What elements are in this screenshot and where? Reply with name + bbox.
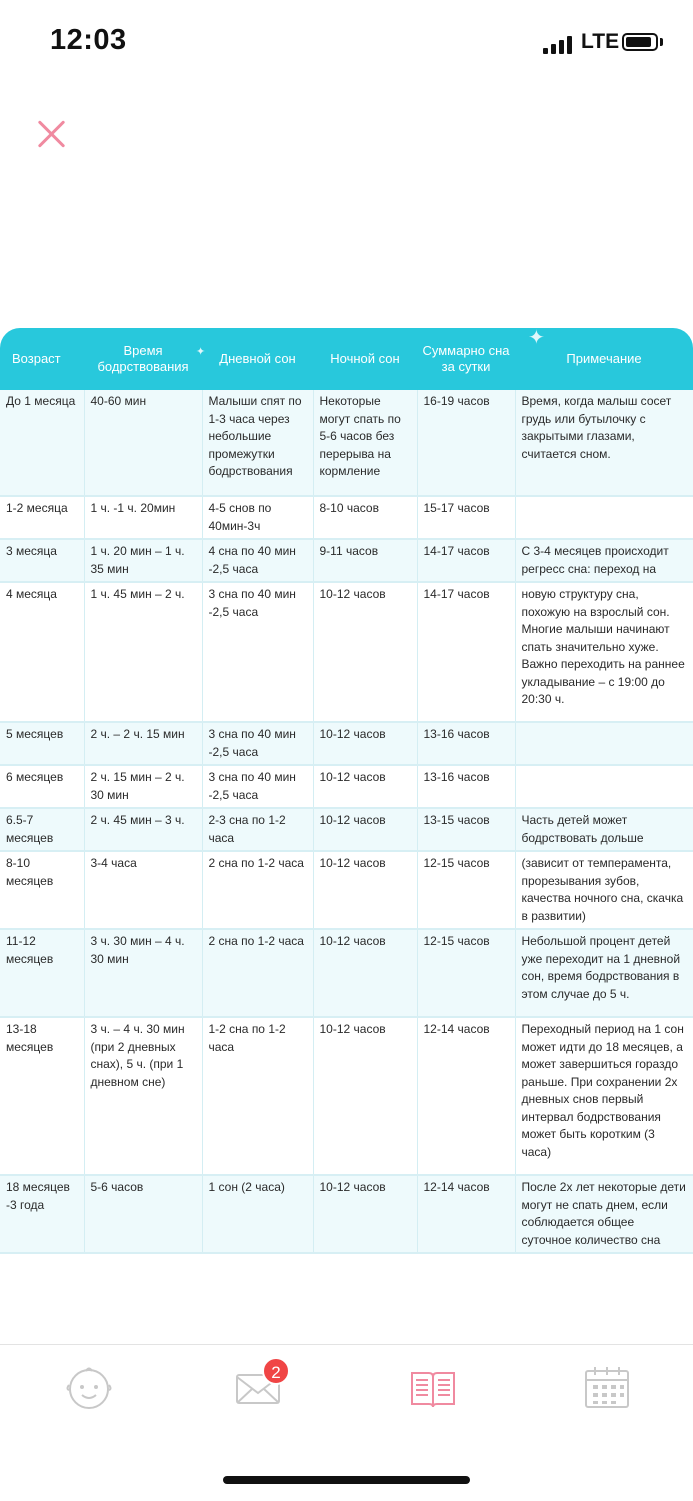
- cell-age: 1-2 месяца: [0, 496, 84, 539]
- cell-night-sleep: Некоторые могут спать по 5-6 часов без перерыва на кормление: [313, 390, 417, 496]
- cell-day-sleep: 4 сна по 40 мин -2,5 часа: [202, 539, 313, 582]
- close-icon[interactable]: [34, 116, 70, 152]
- table-row: [0, 765, 693, 808]
- cell-wake-time: 2 ч. – 2 ч. 15 мин: [84, 722, 202, 765]
- cell-age: 11-12 месяцев: [0, 929, 84, 1017]
- cell-age: 4 месяца: [0, 582, 84, 722]
- table-row: [0, 582, 693, 722]
- table-row: [0, 496, 693, 539]
- cell-wake-time: 40-60 мин: [84, 390, 202, 496]
- cell-night-sleep: 9-11 часов: [313, 539, 417, 582]
- cell-total-sleep: 13-15 часов: [417, 808, 515, 851]
- cell-day-sleep: 3 сна по 40 мин -2,5 часа: [202, 722, 313, 765]
- cell-note: [515, 722, 693, 765]
- cell-age: 6.5-7 месяцев: [0, 808, 84, 851]
- open-book-icon: [408, 1363, 458, 1413]
- cell-age: 18 месяцев -3 года: [0, 1175, 84, 1253]
- cell-wake-time: 1 ч. 45 мин – 2 ч.: [84, 582, 202, 722]
- cell-total-sleep: 13-16 часов: [417, 765, 515, 808]
- cell-note: С 3-4 месяцев происходит регресс сна: переход на: [515, 539, 693, 582]
- cell-note: Небольшой процент детей уже переходит на 1 дневной сон, время бодрствования в этом случае до 5 ч.: [515, 929, 693, 1017]
- cell-age: 8-10 месяцев: [0, 851, 84, 929]
- table-row: [0, 722, 693, 765]
- cell-day-sleep: 2 сна по 1-2 часа: [202, 929, 313, 1017]
- cell-wake-time: 3 ч. 30 мин – 4 ч. 30 мин: [84, 929, 202, 1017]
- status-time: 12:03: [50, 24, 127, 56]
- cell-night-sleep: 10-12 часов: [313, 765, 417, 808]
- table-row: [0, 1017, 693, 1175]
- sleep-table-image: [0, 328, 693, 1247]
- table-header-row: [0, 328, 693, 390]
- cell-note: (зависит от темперамента, прорезывания зубов, качества ночного сна, скачка в развитии): [515, 851, 693, 929]
- messages-badge: 2: [262, 1357, 290, 1385]
- cell-total-sleep: 12-14 часов: [417, 1017, 515, 1175]
- cell-note: новую структуру сна, похожую на взрослый сон. Многие малыши начинают спать значительно хуже. Важно переходить на раннее укладывание – с 19:00 до 20:30 ч.: [515, 582, 693, 722]
- cell-day-sleep: 2 сна по 1-2 часа: [202, 851, 313, 929]
- cell-total-sleep: 12-15 часов: [417, 929, 515, 1017]
- cell-night-sleep: 10-12 часов: [313, 1175, 417, 1253]
- network-type: LTE: [581, 30, 620, 53]
- table-row: [0, 808, 693, 851]
- battery-icon: [622, 33, 658, 51]
- tab-library[interactable]: [408, 1363, 458, 1413]
- header-wake-time: Время бодрствования: [97, 343, 189, 374]
- battery-cap: [660, 38, 663, 46]
- cell-total-sleep: 12-15 часов: [417, 851, 515, 929]
- signal-strength-icon: [543, 36, 577, 54]
- cell-day-sleep: 3 сна по 40 мин -2,5 часа: [202, 765, 313, 808]
- cell-night-sleep: 10-12 часов: [313, 1017, 417, 1175]
- cell-wake-time: 1 ч. -1 ч. 20мин: [84, 496, 202, 539]
- cell-total-sleep: 14-17 часов: [417, 539, 515, 582]
- table-row: [0, 390, 693, 496]
- table-row: [0, 851, 693, 929]
- cell-wake-time: 5-6 часов: [84, 1175, 202, 1253]
- star-decoration-icon: ✦: [528, 327, 545, 349]
- cell-age: 5 месяцев: [0, 722, 84, 765]
- table-row: [0, 1175, 693, 1253]
- baby-face-icon: [64, 1363, 114, 1413]
- tab-baby[interactable]: [64, 1363, 114, 1413]
- cell-day-sleep: 3 сна по 40 мин -2,5 часа: [202, 582, 313, 722]
- cell-age: 13-18 месяцев: [0, 1017, 84, 1175]
- cell-wake-time: 2 ч. 15 мин – 2 ч. 30 мин: [84, 765, 202, 808]
- sleep-table: [0, 328, 693, 1254]
- table-body: [0, 390, 693, 1253]
- cell-total-sleep: 15-17 часов: [417, 496, 515, 539]
- header-day-sleep: Дневной сон: [219, 351, 296, 366]
- star-decoration-icon: ✦: [196, 346, 206, 358]
- calendar-icon: [582, 1363, 632, 1413]
- cell-day-sleep: 4-5 снов по 40мин-3ч: [202, 496, 313, 539]
- status-bar: [0, 0, 693, 88]
- cell-night-sleep: 10-12 часов: [313, 808, 417, 851]
- cell-age: 6 месяцев: [0, 765, 84, 808]
- header-note: Примечание: [566, 351, 642, 366]
- cell-wake-time: 3 ч. – 4 ч. 30 мин (при 2 дневных снах), 5 ч. (при 1 дневном сне): [84, 1017, 202, 1175]
- cell-note: Переходный период на 1 сон может идти до 18 месяцев, а может завершиться гораздо раньше. При сохранении 2х дневных снов первый интервал бодрствования может быть коротким (3 часа): [515, 1017, 693, 1175]
- cell-wake-time: 1 ч. 20 мин – 1 ч. 35 мин: [84, 539, 202, 582]
- cell-day-sleep: Малыши спят по 1-3 часа через небольшие промежутки бодрствования: [202, 390, 313, 496]
- header-age: Возраст: [12, 351, 61, 366]
- cell-night-sleep: 10-12 часов: [313, 582, 417, 722]
- table-row: [0, 539, 693, 582]
- cell-note: Время, когда малыш сосет грудь или бутылочку с закрытыми глазами, считается сном.: [515, 390, 693, 496]
- header-night-sleep: Ночной сон: [330, 351, 400, 366]
- cell-note: Часть детей может бодрствовать дольше: [515, 808, 693, 851]
- cell-wake-time: 2 ч. 45 мин – 3 ч.: [84, 808, 202, 851]
- cell-day-sleep: 2-3 сна по 1-2 часа: [202, 808, 313, 851]
- tab-calendar[interactable]: [582, 1363, 632, 1413]
- cell-night-sleep: 10-12 часов: [313, 722, 417, 765]
- table-row: [0, 929, 693, 1017]
- cell-day-sleep: 1-2 сна по 1-2 часа: [202, 1017, 313, 1175]
- cell-note: После 2х лет некоторые дети могут не спать днем, если соблюдается общее суточное количество сна: [515, 1175, 693, 1253]
- cell-note: [515, 765, 693, 808]
- cell-night-sleep: 8-10 часов: [313, 496, 417, 539]
- header-total-sleep: Суммарно сна за сутки: [422, 343, 510, 374]
- cell-total-sleep: 13-16 часов: [417, 722, 515, 765]
- cell-day-sleep: 1 сон (2 часа): [202, 1175, 313, 1253]
- cell-note: [515, 496, 693, 539]
- cell-night-sleep: 10-12 часов: [313, 851, 417, 929]
- home-indicator: [223, 1476, 470, 1484]
- cell-night-sleep: 10-12 часов: [313, 929, 417, 1017]
- cell-wake-time: 3-4 часа: [84, 851, 202, 929]
- cell-age: 3 месяца: [0, 539, 84, 582]
- cell-age: До 1 месяца: [0, 390, 84, 496]
- cell-total-sleep: 12-14 часов: [417, 1175, 515, 1253]
- cell-total-sleep: 14-17 часов: [417, 582, 515, 722]
- cell-total-sleep: 16-19 часов: [417, 390, 515, 496]
